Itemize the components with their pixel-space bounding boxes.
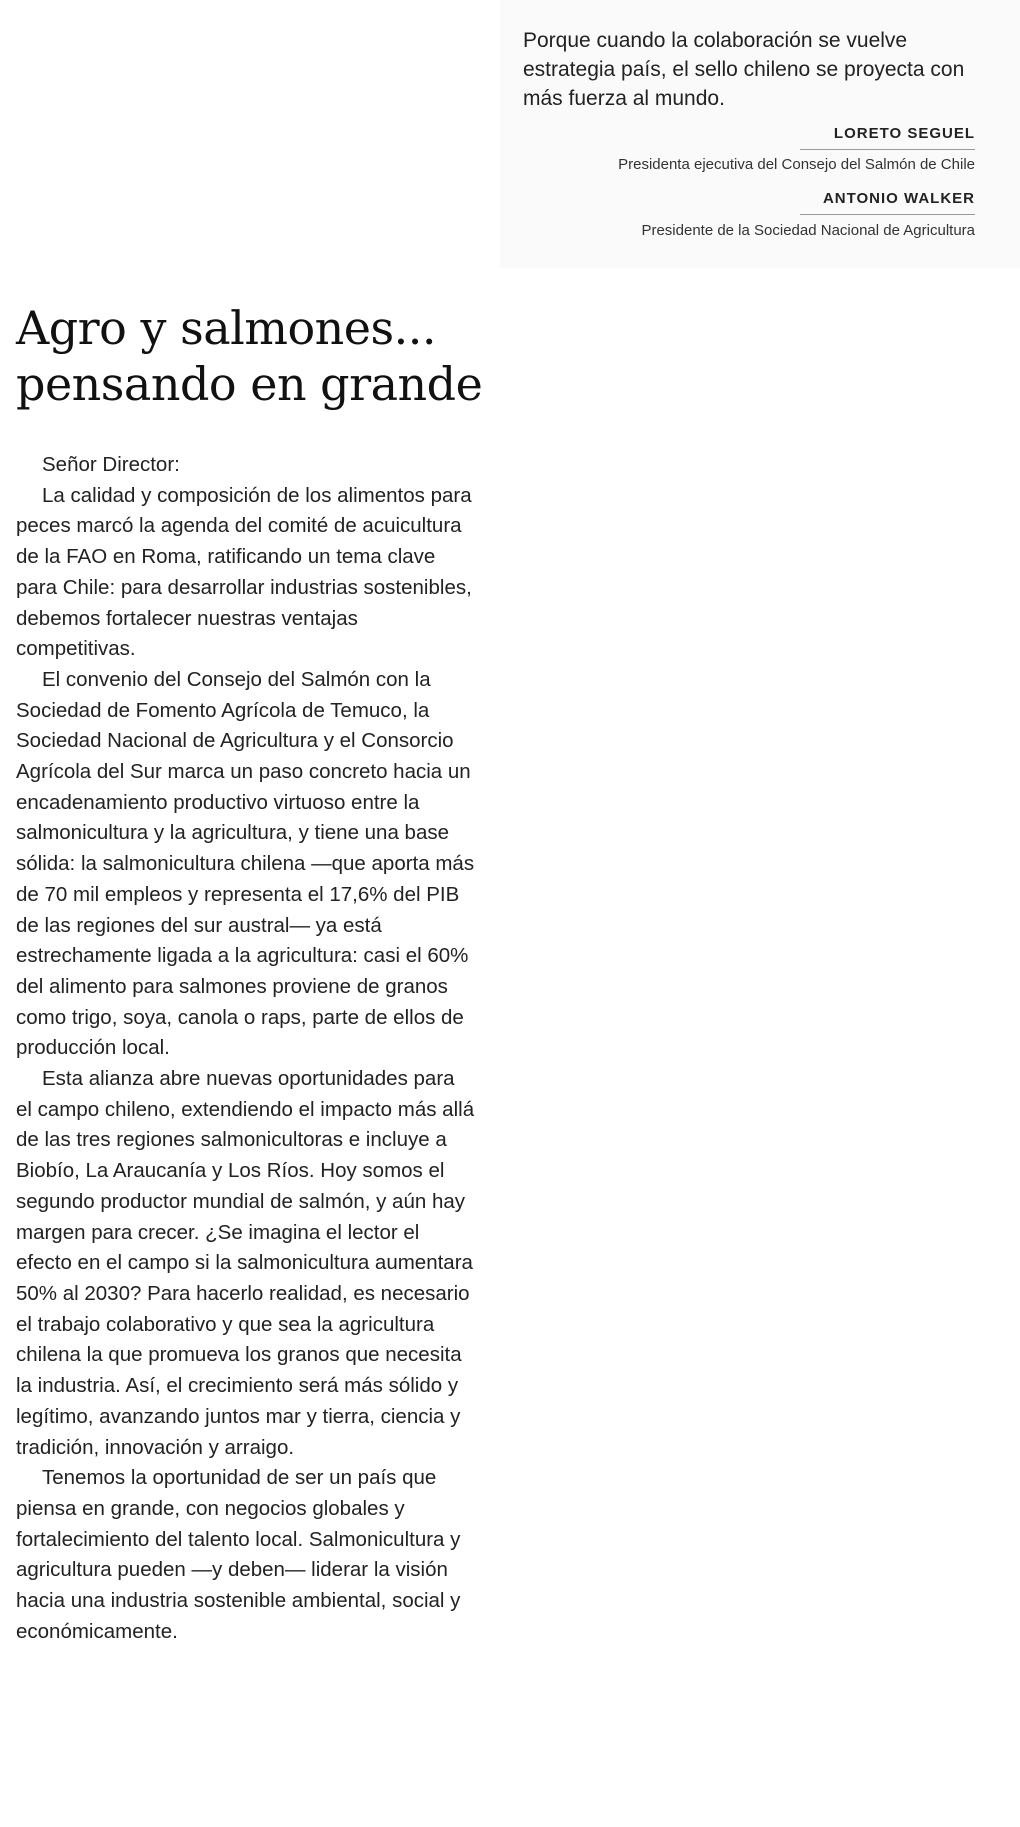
signatory-name-2: ANTONIO WALKER xyxy=(822,190,975,207)
body-paragraph-4: Tenemos la oportunidad de ser un país que piensa en grande, con negocios globales y fortalecimiento del talento local. Salmonicultura y agricultura pueden —y deben— liderar la visión hacia una industria sostenible ambiental, social y económicamente. xyxy=(16,1466,461,1643)
body-paragraph-3: Esta alianza abre nuevas oportunidades para el campo chileno, extendiendo el impacto más allá de las tres regiones salmonicultoras e incluye a Biobío, La Araucanía y Los Ríos. Hoy somos el segundo productor mundial de salmón, y aún hay margen para crecer. ¿Se imagina el lector el efecto en el campo si la salmonicultura aumentara 50% al 2030? Para hacerlo realidad, es necesario el trabajo colaborativo y que sea la agricultura chilena la que promueva los granos que necesita la industria. Así, el crecimiento será más sólido y legítimo, avanzando juntos mar y tierra, ciencia y tradición, innovación y arraigo. xyxy=(16,1067,475,1459)
body-paragraph-2: El convenio del Consejo del Salmón con la Sociedad de Fomento Agrícola de Temuco, la Sociedad Nacional de Agricultura y el Consorcio Agrícola del Sur marca un paso concreto hacia un encadenamiento productivo virtuoso entre la salmonicultura y la agricultura, y tiene una base sólida: la salmonicultura chilena —que aporta más de 70 mil empleos y representa el 17,6% del PIB de las regiones del sur austral— ya está estrechamente ligada a la agricultura: casi el 60% del alimento para salmones proviene de granos como trigo, soya, canola o raps, parte de ellos de producción local. xyxy=(16,667,475,1060)
previous-letter-closing xyxy=(523,26,973,113)
signature-divider-1 xyxy=(800,149,975,150)
signature-divider-2 xyxy=(800,214,975,215)
closing-paragraph: Porque cuando la colaboración se vuelve estrategia país, el sello chileno se proyecta con más fuerza al mundo. xyxy=(523,29,965,110)
signatory-role-2: Presidente de la Sociedad Nacional de Agricultura xyxy=(641,222,975,239)
signatory-role-1: Presidenta ejecutiva del Consejo del Salmón de Chile xyxy=(618,156,975,173)
letter-body xyxy=(16,450,476,1647)
headline-line-2: pensando en grande xyxy=(16,357,483,411)
signatory-name-1: LORETO SEGUEL xyxy=(833,125,975,142)
salutation: Señor Director: xyxy=(42,453,180,476)
letter-headline xyxy=(16,300,486,412)
headline-line-1: Agro y salmones... xyxy=(16,301,436,355)
body-paragraph-1: La calidad y composición de los alimentos para peces marcó la agenda del comité de acuicultura de la FAO en Roma, ratificando un tema clave para Chile: para desarrollar industrias sostenibles, debemos fortalecer nuestras ventajas competitivas. xyxy=(16,483,472,661)
